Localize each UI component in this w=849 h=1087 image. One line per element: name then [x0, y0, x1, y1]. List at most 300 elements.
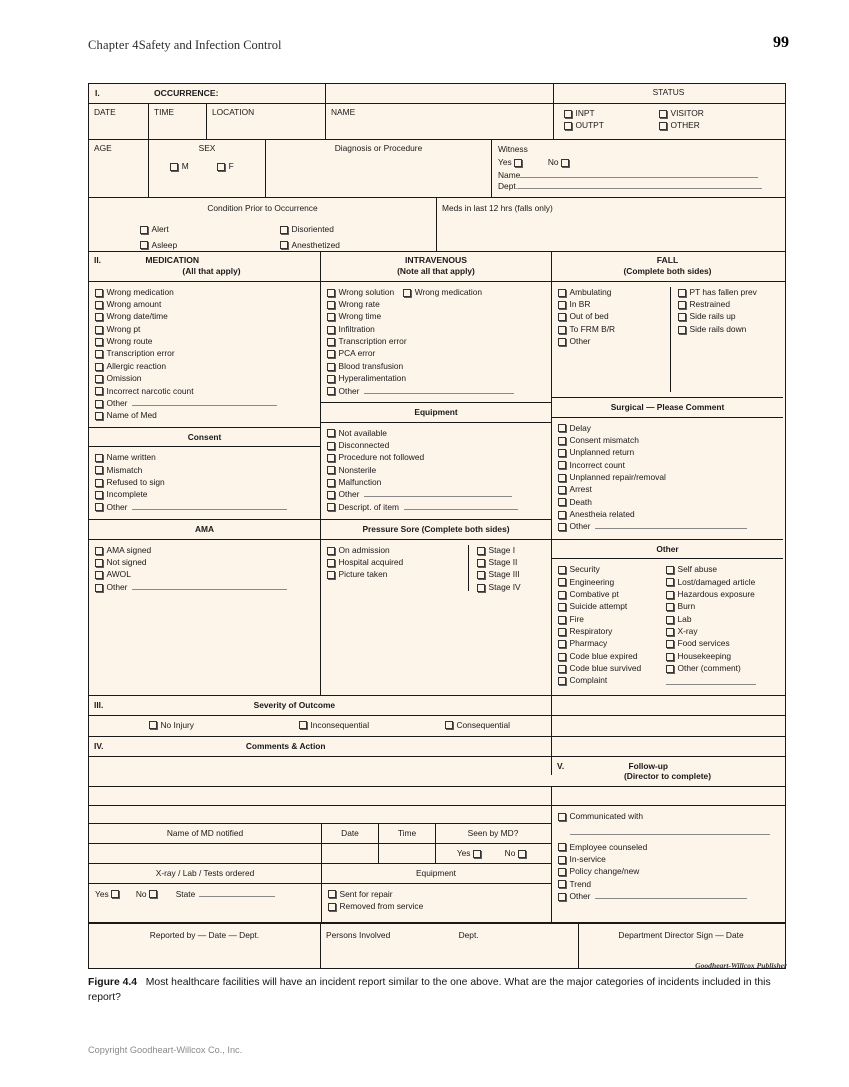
med-option-0[interactable]: Wrong medication	[95, 287, 314, 298]
other-right-1[interactable]: Lost/damaged article	[666, 577, 756, 588]
ps-stage-2[interactable]: Stage II	[477, 557, 521, 568]
incident-report-form	[88, 83, 786, 969]
other-right-7[interactable]: Housekeeping	[666, 651, 756, 662]
med-option-8[interactable]: Incorrect narcotic count	[95, 386, 314, 397]
checkbox-icon[interactable]	[678, 301, 686, 309]
witness-name-line[interactable]	[520, 170, 758, 178]
other-left-4[interactable]: Fire	[558, 614, 665, 625]
checkbox-icon[interactable]	[299, 721, 307, 729]
checkbox-icon[interactable]	[558, 653, 566, 661]
checkbox-icon[interactable]	[111, 890, 119, 898]
fall-option-2[interactable]: Out of bed	[558, 311, 670, 322]
checkbox-icon[interactable]	[558, 511, 566, 519]
equipment-title: Equipment	[321, 403, 551, 423]
checkbox-icon[interactable]	[327, 375, 335, 383]
checkbox-icon[interactable]	[95, 466, 103, 474]
checkbox-icon[interactable]	[558, 603, 566, 611]
status-option-outpt[interactable]	[564, 120, 659, 131]
name-field[interactable]	[326, 104, 554, 139]
checkbox-icon[interactable]	[666, 591, 674, 599]
followup-option-3[interactable]: Policy change/new	[558, 866, 777, 877]
checkbox-icon[interactable]	[477, 547, 485, 555]
checkbox-icon[interactable]	[558, 498, 566, 506]
md-date-value[interactable]	[322, 844, 379, 863]
checkbox-icon[interactable]	[327, 466, 335, 474]
checkbox-icon[interactable]	[95, 400, 103, 408]
fall-right-0[interactable]: PT has fallen prev	[678, 287, 757, 298]
witness-dept-line[interactable]	[518, 181, 762, 189]
med-option-3[interactable]: Wrong pt	[95, 324, 314, 335]
occurrence-title-cell	[89, 84, 326, 103]
comments-and-md-block	[89, 806, 552, 922]
equip-option-other[interactable]: Other	[327, 489, 545, 500]
checkbox-icon[interactable]	[217, 163, 225, 171]
fall-option-3[interactable]: To FRM B/R	[558, 324, 670, 335]
time-field[interactable]	[149, 104, 207, 139]
patient-identifiers-row	[89, 104, 785, 140]
checkbox-icon[interactable]	[327, 387, 335, 395]
med-other-line[interactable]	[132, 398, 277, 406]
checkbox-icon[interactable]	[666, 603, 674, 611]
checkbox-icon[interactable]	[95, 387, 103, 395]
checkbox-icon[interactable]	[328, 903, 336, 911]
condition-option-alert[interactable]	[140, 224, 280, 235]
checkbox-icon[interactable]	[280, 241, 288, 249]
condition-row	[89, 198, 785, 252]
surg-option-5[interactable]: Arrest	[558, 484, 777, 495]
condition-option-disoriented[interactable]	[280, 224, 340, 235]
checkbox-icon[interactable]	[140, 241, 148, 249]
diagnosis-label: Diagnosis or Procedure	[334, 143, 423, 153]
med-option-7[interactable]: Omission	[95, 373, 314, 384]
copyright-notice: Copyright Goodheart-Willcox Co., Inc.	[88, 1045, 243, 1055]
checkbox-icon[interactable]	[95, 313, 103, 321]
xray-header-row	[89, 864, 551, 884]
checkbox-icon[interactable]	[666, 640, 674, 648]
checkbox-icon[interactable]	[327, 491, 335, 499]
condition-option-asleep[interactable]	[140, 240, 280, 251]
md-seen-no[interactable]: No	[505, 848, 530, 858]
other-left-1[interactable]: Engineering	[558, 577, 665, 588]
meds-block[interactable]	[437, 198, 783, 251]
med-option-5[interactable]: Transcription error	[95, 348, 314, 359]
consent-other-line[interactable]	[132, 502, 287, 510]
consent-option-1[interactable]: Mismatch	[95, 465, 314, 476]
checkbox-icon[interactable]	[666, 628, 674, 636]
checkbox-icon[interactable]	[95, 350, 103, 358]
medication-subtitle: (All that apply)	[182, 266, 241, 276]
severity-options	[89, 716, 552, 736]
persons-involved-cell[interactable]: Persons Involved Dept.	[321, 924, 579, 968]
middle-column	[321, 282, 552, 695]
ama-option-2[interactable]: AWOL	[95, 569, 314, 580]
other-left-9[interactable]: Complaint	[558, 675, 665, 686]
location-field[interactable]	[207, 104, 326, 139]
witness-no-label: No	[547, 156, 559, 167]
ps-stage-1[interactable]: Stage I	[477, 545, 521, 556]
followup-option-1[interactable]: Employee counseled	[558, 842, 777, 853]
status-option-inpt[interactable]	[564, 108, 659, 119]
checkbox-icon[interactable]	[558, 640, 566, 648]
checkbox-icon[interactable]	[558, 461, 566, 469]
surg-option-7[interactable]: Anestheia related	[558, 509, 777, 520]
equip-option-1[interactable]: Disconnected	[327, 440, 545, 451]
checkbox-icon[interactable]	[558, 591, 566, 599]
equip-option-4[interactable]: Malfunction	[327, 477, 545, 488]
other-left-7[interactable]: Code blue expired	[558, 651, 665, 662]
consent-option-other[interactable]: Other	[95, 502, 314, 513]
checkbox-icon[interactable]	[558, 578, 566, 586]
other-left-8[interactable]: Code blue survived	[558, 663, 665, 674]
checkbox-icon[interactable]	[666, 578, 674, 586]
equip-option-3[interactable]: Nonsterile	[327, 465, 545, 476]
surg-option-4[interactable]: Unplanned repair/removal	[558, 472, 777, 483]
checkbox-icon[interactable]	[558, 301, 566, 309]
severity-inconsequential[interactable]: Inconsequential	[299, 720, 369, 731]
surg-option-3[interactable]: Incorrect count	[558, 460, 777, 471]
equip-option-0[interactable]: Not available	[327, 428, 545, 439]
checkbox-icon[interactable]	[477, 559, 485, 567]
iv-option-other[interactable]: Other	[327, 386, 545, 397]
section2-header-row	[89, 252, 785, 282]
checkbox-icon[interactable]	[659, 110, 667, 118]
severity-no-injury[interactable]: No Injury	[149, 720, 194, 731]
checkbox-icon[interactable]	[678, 326, 686, 334]
other-left-0[interactable]: Security	[558, 564, 665, 575]
checkbox-icon[interactable]	[95, 503, 103, 511]
xray-title: X-ray / Lab / Tests ordered	[89, 864, 322, 883]
checkbox-icon[interactable]	[327, 363, 335, 371]
checkbox-icon[interactable]	[558, 449, 566, 457]
witness-name-row[interactable]	[498, 170, 775, 181]
other-left-5[interactable]: Respiratory	[558, 626, 665, 637]
checkbox-icon[interactable]	[666, 616, 674, 624]
checkbox-icon[interactable]	[327, 313, 335, 321]
consent-option-3[interactable]: Incomplete	[95, 489, 314, 500]
checkbox-icon[interactable]	[558, 338, 566, 346]
checkbox-icon[interactable]	[95, 338, 103, 346]
checkbox-icon[interactable]	[327, 547, 335, 555]
checkbox-icon[interactable]	[564, 110, 572, 118]
comments-line-3[interactable]	[89, 806, 551, 824]
figure-caption-text: Most healthcare facilities will have an incident report similar to the one above. What are the major categories of incidents included in this report?	[88, 977, 771, 1004]
other-right-0[interactable]: Self abuse	[666, 564, 756, 575]
status-option-inpt-label: INPT	[575, 108, 595, 118]
intravenous-options	[321, 282, 551, 403]
other-right-3[interactable]: Burn	[666, 601, 756, 612]
followup-options	[552, 806, 783, 922]
sex-field	[149, 140, 266, 197]
iv-option-0[interactable]: Wrong solution Wrong medication	[327, 287, 545, 298]
equipment-options	[321, 423, 551, 520]
checkbox-icon[interactable]	[558, 880, 566, 888]
checkbox-icon[interactable]	[659, 122, 667, 130]
other-right-4[interactable]: Lab	[666, 614, 756, 625]
checkbox-icon[interactable]	[558, 313, 566, 321]
witness-label: Witness	[498, 144, 528, 154]
checkbox-icon[interactable]	[327, 559, 335, 567]
iv-option-8[interactable]: Hyperalimentation	[327, 373, 545, 384]
section2-numeral: II.	[94, 255, 101, 265]
other-right-5[interactable]: X-ray	[666, 626, 756, 637]
intravenous-subtitle: (Note all that apply)	[397, 266, 475, 276]
fall-header-cell	[552, 252, 783, 281]
xray-equipment-title: Equipment	[415, 867, 457, 878]
status-header: STATUS	[652, 87, 685, 97]
checkbox-icon[interactable]	[558, 843, 566, 851]
followup-option-other[interactable]: Other	[558, 891, 777, 902]
med-option-4[interactable]: Wrong route	[95, 336, 314, 347]
checkbox-icon[interactable]	[558, 523, 566, 531]
fall-option-1[interactable]: In BR	[558, 299, 670, 310]
comments-line-2[interactable]	[89, 787, 552, 805]
checkbox-icon[interactable]	[327, 571, 335, 579]
checkbox-icon[interactable]	[518, 850, 526, 858]
other-left-3[interactable]: Suicide attempt	[558, 601, 665, 612]
checkbox-icon[interactable]	[327, 503, 335, 511]
checkbox-icon[interactable]	[95, 363, 103, 371]
surg-option-6[interactable]: Death	[558, 497, 777, 508]
checkbox-icon[interactable]	[95, 584, 103, 592]
checkbox-icon[interactable]	[558, 486, 566, 494]
checkbox-icon[interactable]	[170, 163, 178, 171]
severity-consequential[interactable]: Consequential	[445, 720, 510, 731]
publisher-credit: Goodheart-Willcox Publisher	[695, 961, 787, 970]
persons-involved-dept: Dept.	[458, 929, 479, 940]
surg-option-2[interactable]: Unplanned return	[558, 447, 777, 458]
ama-other-line[interactable]	[132, 582, 287, 590]
reported-by-cell[interactable]: Reported by — Date — Dept.	[89, 924, 321, 968]
med-option-1[interactable]: Wrong amount	[95, 299, 314, 310]
iv-option-7[interactable]: Blood transfusion	[327, 361, 545, 372]
checkbox-icon[interactable]	[328, 890, 336, 898]
checkbox-icon[interactable]	[477, 584, 485, 592]
witness-no[interactable]	[548, 157, 573, 167]
checkbox-icon[interactable]	[666, 566, 674, 574]
checkbox-icon[interactable]	[327, 429, 335, 437]
checkbox-icon[interactable]	[327, 454, 335, 462]
checkbox-icon[interactable]	[678, 289, 686, 297]
followup-option-2[interactable]: In-service	[558, 854, 777, 865]
surg-option-0[interactable]: Delay	[558, 423, 777, 434]
iv-option-4[interactable]: Infiltration	[327, 324, 545, 335]
page-number: 99	[773, 34, 789, 51]
section2-body-row	[89, 282, 785, 696]
checkbox-icon[interactable]	[558, 424, 566, 432]
section3-header-row	[89, 696, 785, 716]
checkbox-icon[interactable]	[558, 566, 566, 574]
surg-option-other[interactable]: Other	[558, 521, 777, 532]
med-option-2[interactable]: Wrong date/time	[95, 311, 314, 322]
checkbox-icon[interactable]	[95, 571, 103, 579]
checkbox-icon[interactable]	[514, 159, 522, 167]
surg-other-line[interactable]	[595, 521, 747, 529]
checkbox-icon[interactable]	[140, 226, 148, 234]
fall-option-0[interactable]: Ambulating	[558, 287, 670, 298]
checkbox-icon[interactable]	[564, 122, 572, 130]
md-seen-value	[436, 844, 550, 863]
fall-right-1[interactable]: Restrained	[678, 299, 757, 310]
checkbox-icon[interactable]	[558, 326, 566, 334]
iv-option-5[interactable]: Transcription error	[327, 336, 545, 347]
followup-option-0[interactable]: Communicated with	[558, 811, 777, 822]
director-sign-cell[interactable]: Department Director Sign — Date	[618, 929, 744, 940]
checkbox-icon[interactable]	[558, 856, 566, 864]
ps-option-2[interactable]: Picture taken	[327, 569, 468, 580]
checkbox-icon[interactable]	[561, 159, 569, 167]
checkbox-icon[interactable]	[95, 412, 103, 420]
pressure-sore-title: Pressure Sore (Complete both sides)	[321, 520, 551, 540]
xray-values-row	[89, 884, 551, 922]
checkbox-icon[interactable]	[95, 289, 103, 297]
md-name-value[interactable]	[89, 844, 322, 863]
checkbox-icon[interactable]	[327, 326, 335, 334]
witness-name-label: Name	[498, 169, 521, 180]
equip-option-2[interactable]: Procedure not followed	[327, 452, 545, 463]
md-seen-yes[interactable]: Yes	[457, 848, 485, 858]
checkbox-icon[interactable]	[558, 868, 566, 876]
xray-state-line[interactable]	[199, 889, 275, 897]
checkbox-icon[interactable]	[95, 479, 103, 487]
checkbox-icon[interactable]	[445, 721, 453, 729]
ps-option-0[interactable]: On admission	[327, 545, 468, 556]
running-head-chapter: Chapter 4	[88, 38, 139, 52]
md-time-header: Time	[379, 824, 436, 843]
consent-options	[89, 447, 320, 520]
fall-right-3[interactable]: Side rails down	[678, 324, 757, 335]
age-field[interactable]	[89, 140, 149, 197]
fall-right-2[interactable]: Side rails up	[678, 311, 757, 322]
checkbox-icon[interactable]	[558, 628, 566, 636]
checkbox-icon[interactable]	[280, 226, 288, 234]
checkbox-icon[interactable]	[95, 454, 103, 462]
md-seen-header: Seen by MD?	[467, 828, 519, 839]
other-comment-line[interactable]	[666, 677, 756, 685]
checkbox-icon[interactable]	[149, 721, 157, 729]
checkbox-icon[interactable]	[403, 289, 411, 297]
other-left-6[interactable]: Pharmacy	[558, 638, 665, 649]
checkbox-icon[interactable]	[95, 375, 103, 383]
section3-numeral: III.	[94, 699, 104, 710]
checkbox-icon[interactable]	[327, 338, 335, 346]
iv-option-2[interactable]: Wrong rate	[327, 299, 545, 310]
ama-option-1[interactable]: Not signed	[95, 557, 314, 568]
iv-option-3[interactable]: Wrong time	[327, 311, 545, 322]
witness-yes[interactable]	[498, 157, 526, 167]
xray-no[interactable]: No	[136, 889, 161, 899]
status-option-other[interactable]	[659, 120, 704, 131]
checkbox-icon[interactable]	[558, 474, 566, 482]
xray-state[interactable]: State	[176, 889, 276, 899]
other-right-8[interactable]: Other (comment)	[666, 663, 756, 674]
meds-label: Meds in last 12 hrs (falls only)	[442, 203, 553, 213]
other-options	[552, 559, 783, 694]
md-time-value[interactable]	[379, 844, 436, 863]
sex-option-m[interactable]	[170, 161, 188, 172]
followup-communicated-line[interactable]	[570, 827, 770, 835]
checkbox-icon[interactable]	[558, 665, 566, 673]
checkbox-icon[interactable]	[327, 350, 335, 358]
checkbox-icon[interactable]	[327, 442, 335, 450]
sex-option-f[interactable]	[217, 161, 234, 172]
followup-other-line[interactable]	[595, 891, 747, 899]
running-head-title: Safety and Infection Control	[138, 38, 282, 52]
sex-option-m-label: M	[181, 160, 189, 171]
checkbox-icon[interactable]	[327, 479, 335, 487]
followup-communicated-line-wrap	[558, 827, 777, 838]
ps-option-1[interactable]: Hospital acquired	[327, 557, 468, 568]
fall-option-4[interactable]: Other	[558, 336, 670, 347]
condition-option-anesthetized-label: Anesthetized	[291, 239, 340, 250]
location-label: LOCATION	[212, 107, 255, 117]
checkbox-icon[interactable]	[95, 547, 103, 555]
checkbox-icon[interactable]	[666, 653, 674, 661]
followup-option-4[interactable]: Trend	[558, 879, 777, 890]
diagnosis-field[interactable]	[266, 140, 492, 197]
checkbox-icon[interactable]	[95, 559, 103, 567]
checkbox-icon[interactable]	[558, 677, 566, 685]
checkbox-icon[interactable]	[477, 571, 485, 579]
checkbox-icon[interactable]	[558, 437, 566, 445]
ama-option-other[interactable]: Other	[95, 582, 314, 593]
medication-title: MEDICATION	[145, 255, 200, 265]
equip-other-line[interactable]	[364, 489, 512, 497]
md-values-row	[89, 844, 551, 864]
checkbox-icon[interactable]	[558, 616, 566, 624]
ama-option-0[interactable]: AMA signed	[95, 545, 314, 556]
med-option-name-of-med[interactable]: Name of Med	[95, 410, 314, 421]
status-option-visitor[interactable]	[659, 108, 704, 119]
equip-descript-line[interactable]	[404, 502, 518, 510]
checkbox-icon[interactable]	[327, 289, 335, 297]
checkbox-icon[interactable]	[95, 491, 103, 499]
checkbox-icon[interactable]	[95, 301, 103, 309]
date-field[interactable]	[89, 104, 149, 139]
witness-dept-row[interactable]	[498, 181, 775, 192]
xray-equip-0[interactable]: Sent for repair	[328, 889, 544, 900]
checkbox-icon[interactable]	[558, 289, 566, 297]
checkbox-icon[interactable]	[473, 850, 481, 858]
iv-option-1-wrap[interactable]: Wrong medication	[403, 287, 482, 297]
checkbox-icon[interactable]	[678, 313, 686, 321]
iv-option-6[interactable]: PCA error	[327, 348, 545, 359]
xray-equip-1[interactable]: Removed from service	[328, 901, 544, 912]
other-right-6[interactable]: Food services	[666, 638, 756, 649]
med-option-other[interactable]: Other	[95, 398, 314, 409]
consent-option-2[interactable]: Refused to sign	[95, 477, 314, 488]
ps-stage-3[interactable]: Stage III	[477, 569, 521, 580]
checkbox-icon[interactable]	[558, 813, 566, 821]
ps-stage-4[interactable]: Stage IV	[477, 582, 521, 593]
condition-option-anesthetized[interactable]	[280, 240, 340, 251]
checkbox-icon[interactable]	[327, 301, 335, 309]
checkbox-icon[interactable]	[95, 326, 103, 334]
surg-option-1[interactable]: Consent mismatch	[558, 435, 777, 446]
other-left-2[interactable]: Combative pt	[558, 589, 665, 600]
consent-option-0[interactable]: Name written	[95, 452, 314, 463]
other-right-2[interactable]: Hazardous exposure	[666, 589, 756, 600]
section3-options-row	[89, 716, 785, 737]
fall-title: FALL	[656, 255, 679, 265]
equip-option-descript[interactable]: Descript. of item	[327, 502, 545, 513]
comments-line-1[interactable]	[89, 757, 552, 775]
xray-yes[interactable]: Yes	[95, 889, 123, 899]
checkbox-icon[interactable]	[666, 665, 674, 673]
iv-other-line[interactable]	[364, 386, 514, 394]
med-option-6[interactable]: Allergic reaction	[95, 361, 314, 372]
checkbox-icon[interactable]	[558, 893, 566, 901]
checkbox-icon[interactable]	[149, 890, 157, 898]
